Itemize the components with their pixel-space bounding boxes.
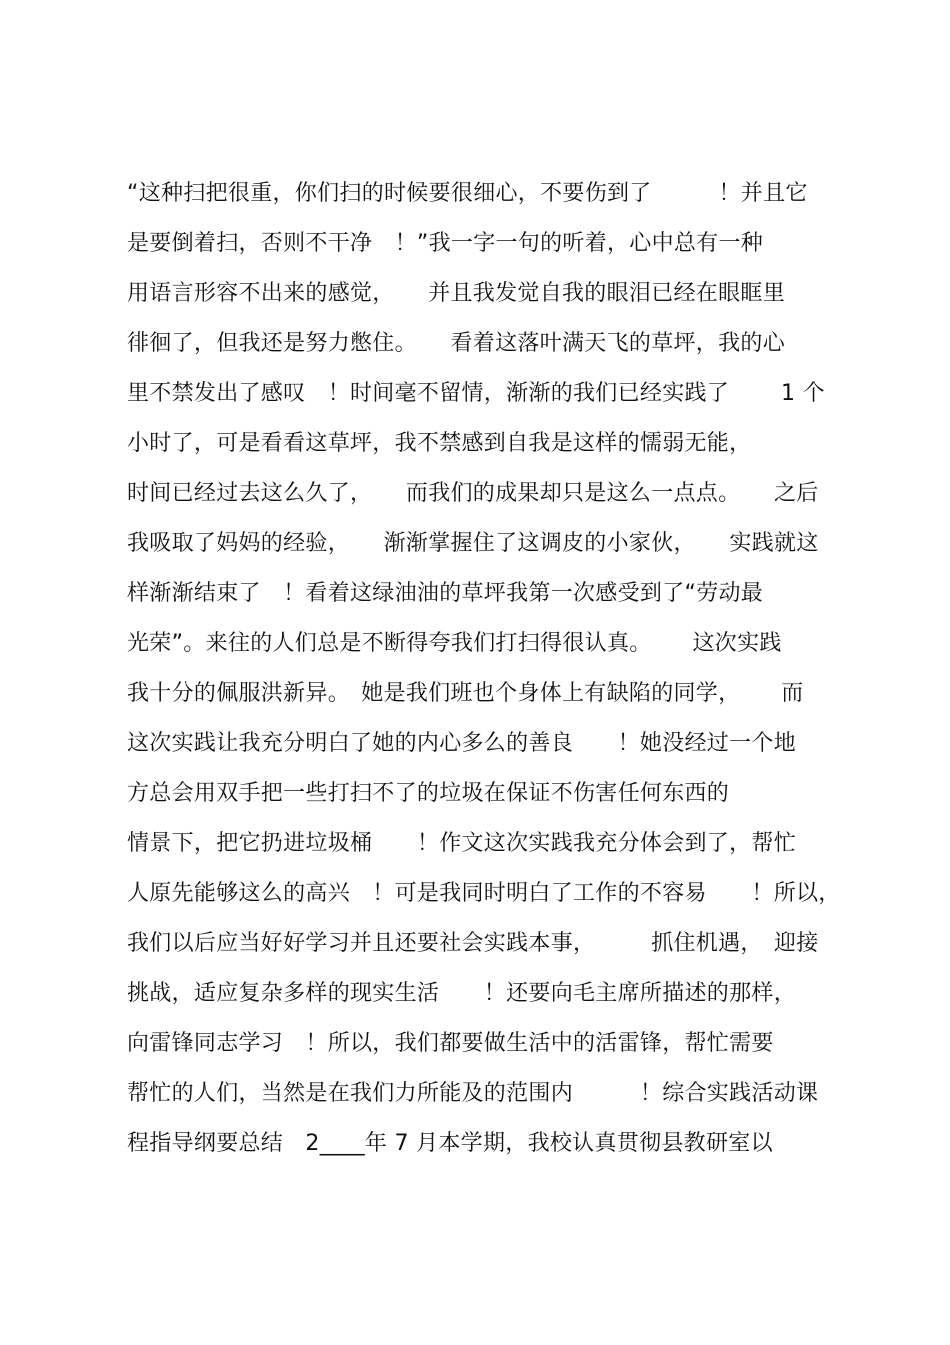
text-line: 是要倒着扫，否则不干净 ！”我一字一句的听着，心中总有一种 bbox=[127, 231, 764, 256]
text-line: “这种扫把很重，你们扫的时候要很细心，不要伤到了 ！并且它 bbox=[127, 181, 808, 206]
text-line: 挑战，适应复杂多样的现实生活 ！还要向毛主席所描述的那样， bbox=[127, 981, 797, 1006]
text-line: 我吸取了妈妈的经验， 渐渐掌握住了这调皮的小家伙， 实践就这 bbox=[127, 531, 819, 556]
text-line: 徘徊了，但我还是努力憋住。 看着这落叶满天飞的草坪，我的心 bbox=[127, 331, 786, 356]
text-line: 我十分的佩服洪新异。 她是我们班也个身体上有缺陷的同学， 而 bbox=[127, 681, 804, 706]
text-line: 里不禁发出了感叹 ！时间毫不留情，渐渐的我们已经实践了 1 个 bbox=[127, 381, 825, 406]
text-line: 这次实践让我充分明白了她的内心多么的善良 ！她没经过一个地 bbox=[127, 731, 797, 756]
text-line: 帮忙的人们，当然是在我们力所能及的范围内 ！综合实践活动课 bbox=[127, 1081, 819, 1106]
body-text bbox=[127, 172, 847, 1172]
text-line: 用语言形容不出来的感觉， 并且我发觉自我的眼泪已经在眼眶里 bbox=[127, 281, 786, 306]
text-line: 小时了，可是看看这草坪，我不禁感到自我是这样的懦弱无能， bbox=[127, 431, 752, 456]
text-line: 方总会用双手把一些打扫不了的垃圾在保证不伤害任何东西的 bbox=[127, 781, 730, 806]
text-line: 光荣”。来往的人们总是不断得夸我们打扫得很认真。 这次实践 bbox=[127, 631, 782, 656]
text-line: 情景下，把它扔进垃圾桶 ！作文这次实践我充分体会到了，帮忙 bbox=[127, 831, 797, 856]
text-line: 人原先能够这么的高兴 ！可是我同时明白了工作的不容易 ！所以， bbox=[127, 881, 841, 906]
text-line: 时间已经过去这么久了， 而我们的成果却只是这么一点点。 之后 bbox=[127, 481, 819, 506]
text-line: 样渐渐结束了 ！看着这绿油油的草坪我第一次感受到了“劳动最 bbox=[127, 581, 764, 606]
text-line: 我们以后应当好好学习并且还要社会实践本事， 抓住机遇， 迎接 bbox=[127, 931, 819, 956]
text-line: 向雷锋同志学习 ！所以，我们都要做生活中的活雷锋，帮忙需要 bbox=[127, 1031, 774, 1056]
text-line: 程指导纲要总结 2____年 7 月本学期，我校认真贯彻县教研室以 bbox=[127, 1131, 773, 1156]
